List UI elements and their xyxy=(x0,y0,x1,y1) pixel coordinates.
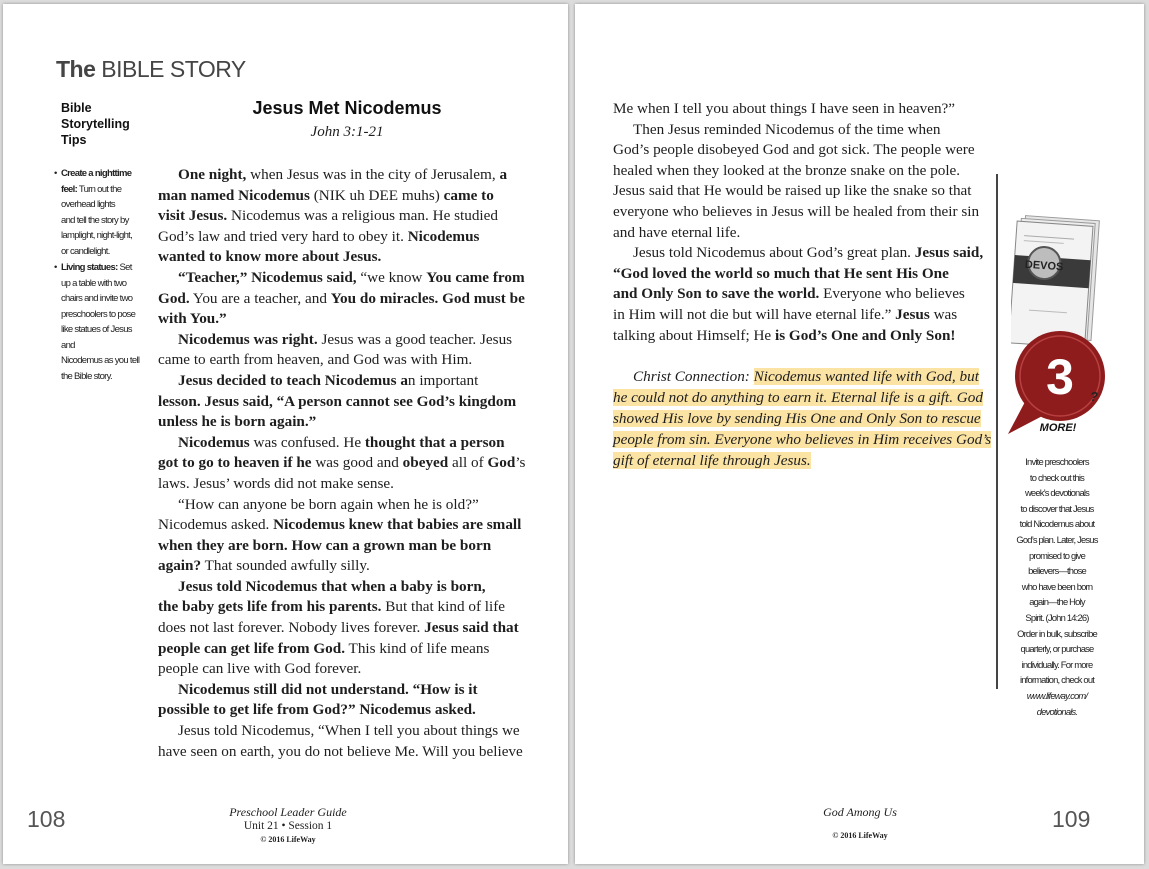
text-segment: Jesus said that xyxy=(424,619,519,637)
text-line xyxy=(158,618,543,639)
section-heading-rest: BIBLE STORY xyxy=(101,56,246,82)
text-segment: a xyxy=(499,166,508,183)
text-line xyxy=(158,721,543,742)
scripture-reference: John 3:1-21 xyxy=(310,124,384,140)
tip-text: Create a nighttime xyxy=(61,168,132,179)
right-page xyxy=(575,4,1144,864)
story-title: Jesus Met Nicodemus xyxy=(252,98,442,118)
text-segment: Nicodemus xyxy=(407,227,480,245)
text-line xyxy=(158,474,543,495)
footer-guide-title: God Among Us xyxy=(823,805,897,819)
left-page xyxy=(3,4,568,864)
storytelling-tips-title xyxy=(61,100,151,148)
page-number-left: 108 xyxy=(27,806,66,832)
text-segment: and have eternal life. xyxy=(613,223,741,241)
section-heading-bold: The xyxy=(56,56,96,82)
text-segment: wanted to know more about Jesus. xyxy=(158,248,382,266)
christ-connection-line: Nicodemus wanted life with God, but xyxy=(753,368,979,385)
tips-title-line: Bible xyxy=(61,101,92,115)
text-segment: Everyone who believes xyxy=(819,285,965,303)
devos-promo-line: week’s devotionals xyxy=(1024,487,1090,499)
text-segment: You are a teacher, and xyxy=(189,289,331,307)
text-segment: n important xyxy=(407,371,479,389)
text-segment: was xyxy=(929,305,958,323)
text-line xyxy=(158,165,543,186)
devos-promo-line: to check out this xyxy=(1029,471,1085,483)
text-segment: laws. Jesus’ words did not make sense. xyxy=(158,474,394,492)
text-segment: all of xyxy=(448,454,488,472)
text-line xyxy=(158,289,543,310)
tip-text: Nicodemus as you tell xyxy=(61,355,140,366)
story-body-continued xyxy=(613,99,993,346)
text-segment: You do miracles. God must be xyxy=(330,289,525,307)
tip-line xyxy=(61,197,145,213)
text-segment: Jesus told Nicodemus about God’s great plan. xyxy=(633,244,915,262)
text-line xyxy=(613,243,993,264)
devos-promo-line: Spirit. (John 14:26) xyxy=(1025,611,1089,623)
christ-connection-label: Christ Connection: xyxy=(633,368,750,385)
text-line xyxy=(613,223,993,244)
devos-promo-line: again—the Holy xyxy=(1029,596,1085,608)
text-segment: when they are born. How can a grown man be born xyxy=(158,536,492,554)
footer-guide-title: Preschool Leader Guide xyxy=(229,805,347,819)
text-line xyxy=(158,309,543,330)
text-line xyxy=(158,206,543,227)
tip-text: Set xyxy=(117,262,132,273)
text-segment: Jesus told Nicodemus that when a baby is born, xyxy=(178,577,486,595)
text-segment: Jesus xyxy=(895,305,930,323)
devos-book-title: DEVOS xyxy=(1024,258,1064,274)
text-line xyxy=(158,680,543,701)
text-segment: One night, xyxy=(178,166,247,183)
text-segment: Jesus was a good teacher. Jesus xyxy=(317,330,513,348)
storytelling-tips-list xyxy=(53,166,145,385)
text-segment: is God’s One and Only Son! xyxy=(774,326,956,344)
text-segment: That sounded awfully silly. xyxy=(201,557,370,575)
tip-text: feel: xyxy=(61,183,78,195)
text-line xyxy=(158,268,543,289)
tip-line xyxy=(61,228,145,244)
text-line xyxy=(613,202,993,223)
text-segment: was confused. He xyxy=(249,433,365,451)
text-line xyxy=(158,700,543,721)
tip-text: chairs and invite two xyxy=(61,293,133,304)
text-segment: got to go to heaven if he xyxy=(158,454,312,472)
text-line xyxy=(613,161,993,182)
text-segment: Nicodemus was right. xyxy=(178,330,318,348)
devos-promo-line: www.lifeway.com/ xyxy=(1026,689,1088,701)
tip-text: preschoolers to pose xyxy=(61,308,136,320)
tip-line xyxy=(61,369,145,385)
footer-unit: Unit 21 • Session 1 xyxy=(243,820,333,832)
text-segment: But that kind of life xyxy=(381,598,506,616)
tip-line xyxy=(61,353,145,369)
text-segment: man named Nicodemus xyxy=(158,186,310,204)
text-segment: came to earth from heaven, and God was with Him. xyxy=(158,351,473,369)
tip-line xyxy=(61,244,145,260)
more-label: MORE! xyxy=(1039,422,1077,434)
text-segment: unless he is born again.” xyxy=(158,413,317,431)
text-segment: people can live with God forever. xyxy=(158,660,362,678)
devos-promo-line: quarterly, or purchase xyxy=(1020,643,1094,655)
devos-promo-text xyxy=(1011,454,1103,719)
tip-text: overhead lights xyxy=(61,199,115,210)
text-line xyxy=(158,742,543,763)
text-segment: again? xyxy=(158,557,202,575)
text-line xyxy=(158,556,543,577)
text-line xyxy=(158,392,543,413)
text-line xyxy=(158,536,543,557)
tip-line xyxy=(61,213,145,229)
tip-line xyxy=(61,182,145,198)
text-line xyxy=(158,186,543,207)
tip-text: Turn out the xyxy=(77,183,122,195)
text-segment: obeyed xyxy=(402,454,449,472)
text-segment: Jesus decided to teach Nicodemus a xyxy=(178,371,408,389)
text-segment: This kind of life means xyxy=(345,639,490,657)
text-line xyxy=(158,247,543,268)
devos-promo-line: Invite preschoolers xyxy=(1025,456,1089,467)
footer-copyright: © 2016 LifeWay xyxy=(832,831,888,840)
devos-promo-line: believers—those xyxy=(1028,565,1086,577)
text-segment: the baby gets life from his parents. xyxy=(158,598,382,616)
text-line xyxy=(613,284,993,305)
tip-text: the Bible story. xyxy=(61,370,112,382)
text-line xyxy=(613,99,993,120)
text-segment: in Him will not die but will have eternal life.” xyxy=(613,305,896,323)
text-line xyxy=(158,597,543,618)
text-segment: came to xyxy=(443,186,494,204)
text-segment: ’s xyxy=(515,454,526,472)
text-line xyxy=(613,305,993,326)
text-segment: Jesus said, xyxy=(914,244,984,262)
text-line xyxy=(158,350,543,371)
devos-question-mark: ? xyxy=(1090,389,1098,404)
devos-promo-line: devotionals. xyxy=(1036,705,1078,717)
text-segment: God xyxy=(487,454,516,472)
tip-text: and tell the story by xyxy=(61,214,129,226)
devos-promo-line: individually. For more xyxy=(1021,658,1093,670)
text-segment: (NIK uh DEE muhs) xyxy=(309,186,444,204)
text-segment: Nicodemus asked. xyxy=(158,516,274,534)
devos-promo-line: promised to give xyxy=(1029,549,1085,561)
text-line xyxy=(613,264,993,285)
text-segment: when Jesus was in the city of Jerusalem, xyxy=(246,166,500,183)
text-segment: Jesus told Nicodemus, “When I tell you about things we xyxy=(178,722,520,740)
text-segment: possible to get life from God?” Nicodemus asked. xyxy=(158,701,476,719)
christ-connection-line: showed His love by sending His One and Only Son to rescue xyxy=(613,409,981,427)
footer-left xyxy=(198,805,378,847)
tip-line xyxy=(61,307,145,323)
text-line xyxy=(613,120,993,141)
devos-promo-line: God’s plan. Later, Jesus xyxy=(1016,533,1098,545)
text-segment: God’s people disobeyed God and got sick. The people were xyxy=(613,141,975,159)
text-segment: have seen on earth, you do not believe Me. Will you believe xyxy=(158,742,523,760)
text-segment: “God loved the world so much that He sent His One xyxy=(613,264,949,282)
tip-text: up a table with two xyxy=(61,277,127,289)
story-body xyxy=(158,165,543,762)
tips-title-line: Tips xyxy=(61,133,87,147)
tip-text: like statues of Jesus and xyxy=(61,324,132,351)
text-segment: “Teacher,” Nicodemus said, xyxy=(178,268,357,286)
text-segment: Nicodemus still did not understand. “How is it xyxy=(178,680,478,698)
text-line xyxy=(158,453,543,474)
tip-line xyxy=(61,260,145,276)
text-segment: You came from xyxy=(426,268,525,286)
text-line xyxy=(158,412,543,433)
text-segment: healed when they looked at the bronze snake on the pole. xyxy=(613,161,961,179)
text-segment: God. xyxy=(158,289,190,307)
footer-copyright: © 2016 LifeWay xyxy=(260,835,316,844)
christ-connection-line: people from sin. Everyone who believes in Him receives God’s xyxy=(613,430,992,448)
christ-connection xyxy=(613,367,993,472)
text-segment: does not last forever. Nobody lives forever. xyxy=(158,619,425,637)
callout-number: 3 xyxy=(1046,349,1074,405)
tip-line xyxy=(61,291,145,307)
text-segment: and Only Son to save the world. xyxy=(613,285,820,303)
text-segment: everyone who believes in Jesus will be healed from their sin xyxy=(613,202,980,220)
text-line xyxy=(158,495,543,516)
text-segment: people can get life from God. xyxy=(158,639,346,657)
text-line xyxy=(613,181,993,202)
page-number-right: 109 xyxy=(1052,806,1091,832)
tip-line xyxy=(61,166,145,182)
tip-line xyxy=(61,322,145,353)
devos-promo-line: information, check out xyxy=(1019,674,1095,686)
text-line xyxy=(158,371,543,392)
text-line xyxy=(158,433,543,454)
text-segment: God’s law and tried very hard to obey it. xyxy=(158,227,408,245)
text-segment: “we know xyxy=(356,268,427,286)
text-segment: visit Jesus. xyxy=(158,207,228,225)
storytelling-tip xyxy=(53,260,145,384)
tip-text: lamplight, night-light, xyxy=(61,230,133,241)
text-line xyxy=(158,639,543,660)
text-line xyxy=(158,515,543,536)
section-heading xyxy=(56,56,246,83)
christ-connection-line: gift of eternal life through Jesus. xyxy=(613,451,811,469)
devos-promo-line: who have been born xyxy=(1021,580,1093,592)
devos-promo-line: told Nicodemus about xyxy=(1019,518,1095,530)
text-segment: “How can anyone be born again when he is old?” xyxy=(178,495,479,513)
tip-text: Living statues: xyxy=(61,262,118,273)
text-segment: Nicodemus xyxy=(178,433,250,451)
text-segment: Nicodemus was a religious man. He studied xyxy=(227,207,498,225)
text-line xyxy=(158,659,543,680)
text-line xyxy=(158,330,543,351)
text-segment: Nicodemus knew that babies are small xyxy=(273,516,522,534)
devos-promo-line: to discover that Jesus xyxy=(1020,502,1094,514)
text-segment: was good and xyxy=(311,454,403,472)
text-segment: with You.” xyxy=(158,310,227,328)
text-segment: Then Jesus reminded Nicodemus of the time when xyxy=(633,120,941,138)
text-segment: Me when I tell you about things I have seen in heaven?” xyxy=(613,100,956,117)
text-line xyxy=(158,577,543,598)
christ-connection-line: he could not do anything to earn it. Eternal life is a gift. God xyxy=(613,388,983,406)
text-segment: lesson. Jesus said, “A person cannot see God’s kingdom xyxy=(158,392,517,410)
tip-text: or candlelight. xyxy=(61,245,110,257)
text-segment: thought that a person xyxy=(364,433,505,451)
tips-title-line: Storytelling xyxy=(61,117,130,131)
text-line xyxy=(158,227,543,248)
text-segment: Jesus said that He would be raised up like the snake so that xyxy=(613,182,972,200)
footer-right xyxy=(775,805,945,843)
storytelling-tip xyxy=(53,166,145,259)
devos-promo-line: Order in bulk, subscribe xyxy=(1017,627,1097,639)
text-line xyxy=(613,326,993,347)
text-segment: talking about Himself; He xyxy=(613,326,775,344)
tip-line xyxy=(61,276,145,292)
text-line xyxy=(613,140,993,161)
